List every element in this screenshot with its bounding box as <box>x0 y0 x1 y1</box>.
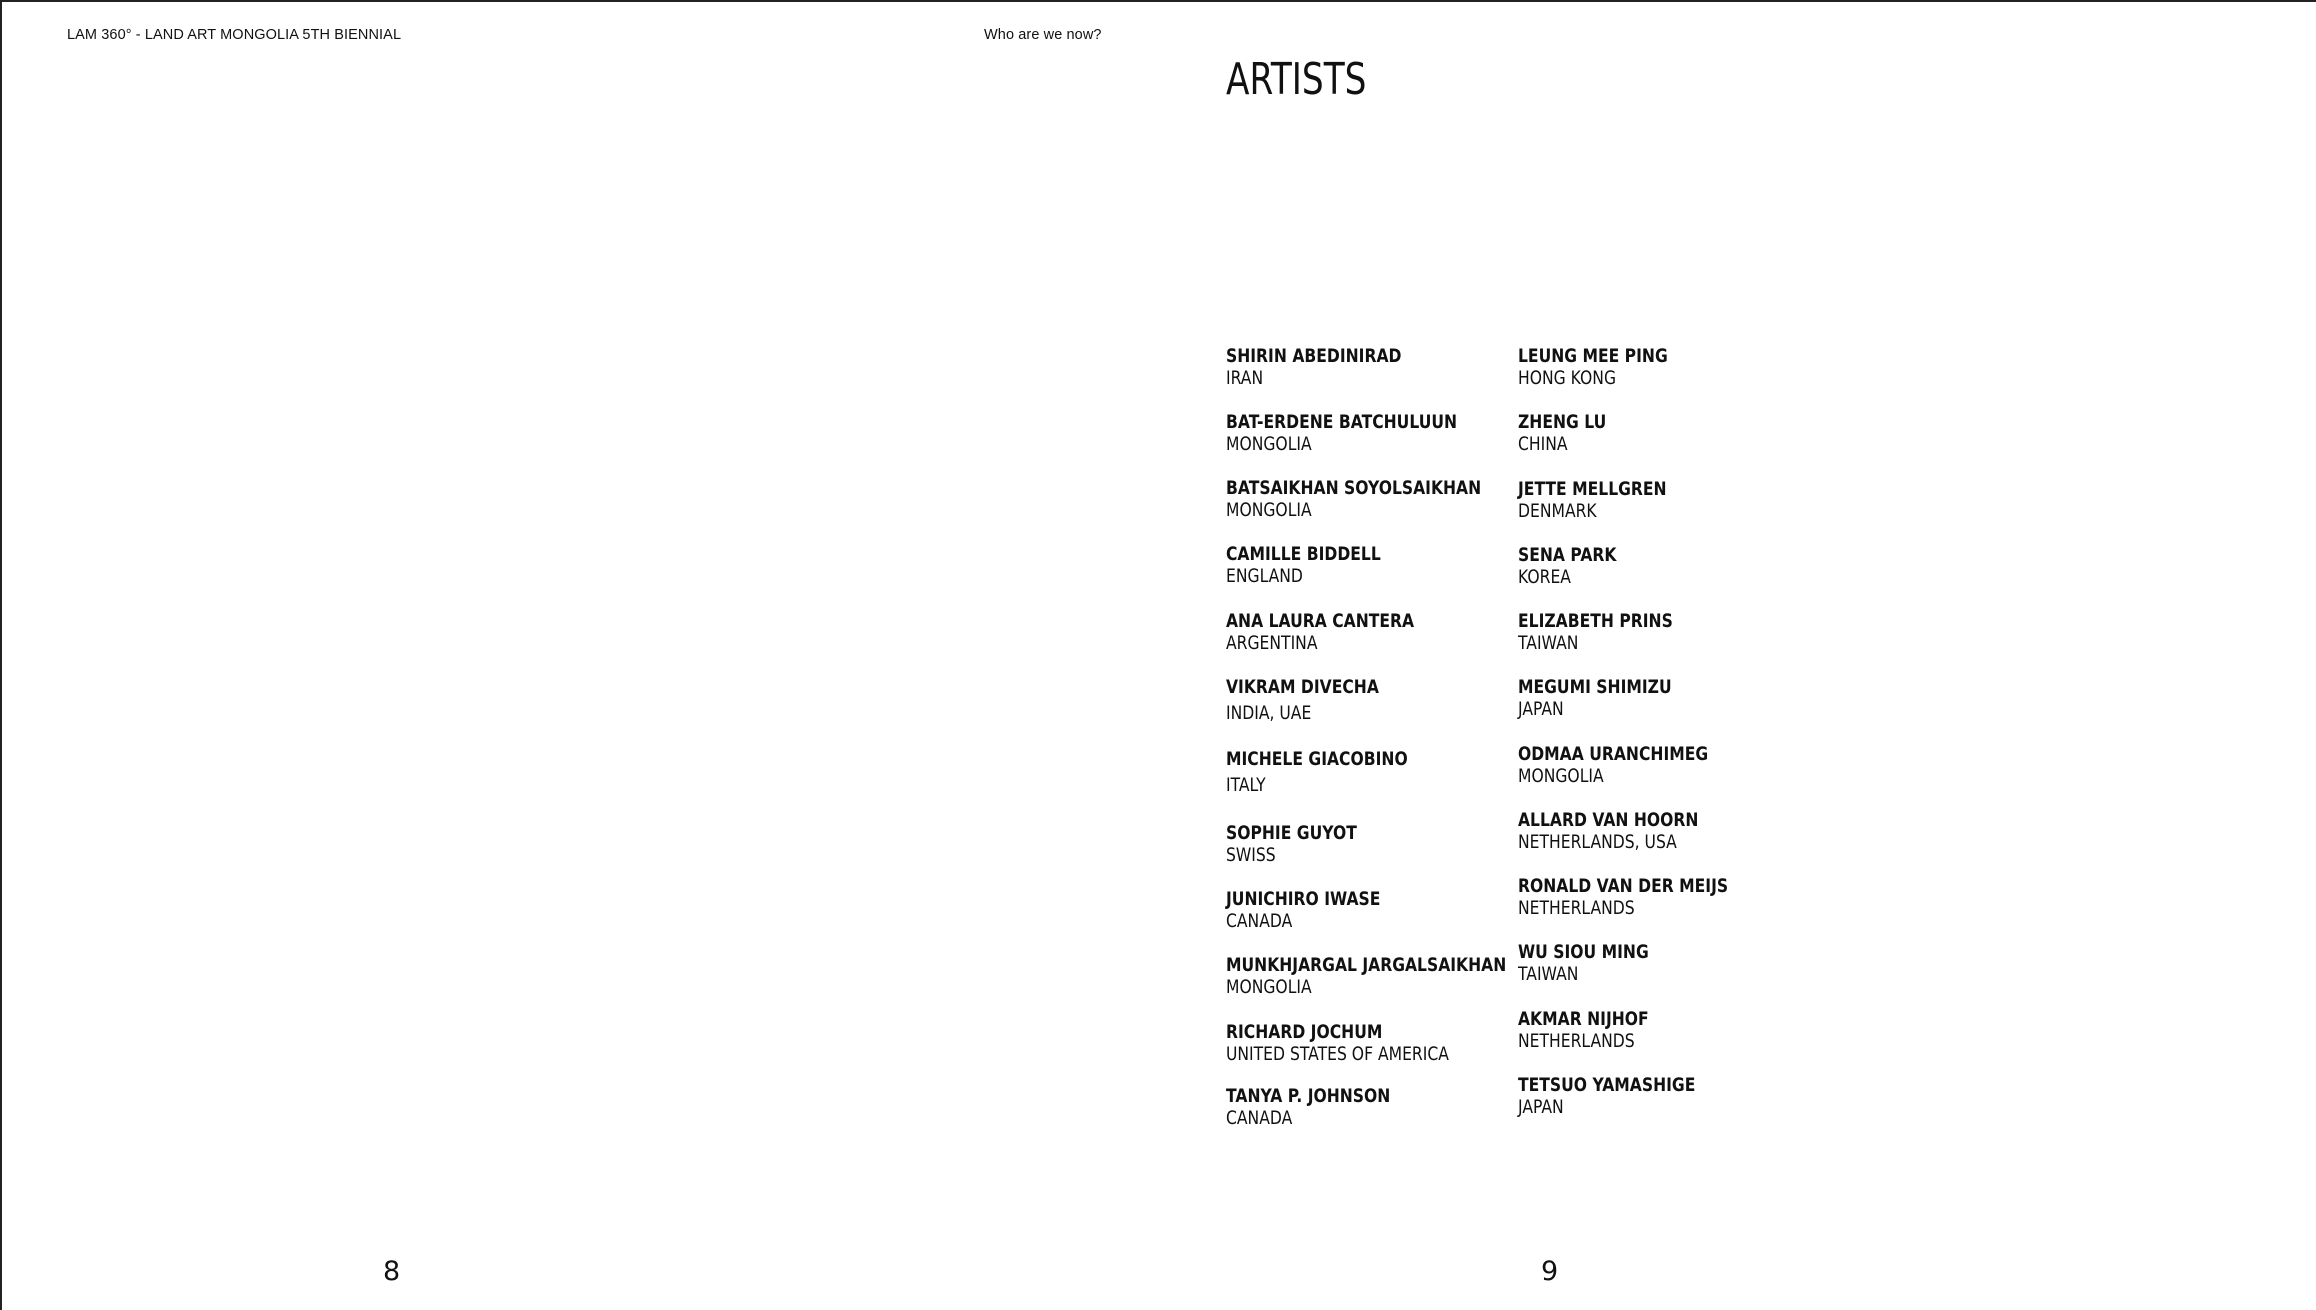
artist-entry <box>1518 676 1672 720</box>
artist-country: CANADA <box>1226 910 1293 932</box>
artist-name: VIKRAM DIVECHA <box>1226 676 1379 698</box>
artist-country: IRAN <box>1226 367 1264 389</box>
artist-country: DENMARK <box>1518 500 1597 522</box>
artist-country: ARGENTINA <box>1226 632 1318 654</box>
artist-name: JETTE MELLGREN <box>1518 478 1667 500</box>
artist-entry <box>1226 543 1381 587</box>
artist-name: ODMAA URANCHIMEG <box>1518 743 1709 765</box>
artist-name: ANA LAURA CANTERA <box>1226 610 1415 632</box>
artist-name: MEGUMI SHIMIZU <box>1518 676 1672 698</box>
artist-entry <box>1518 1008 1649 1052</box>
artist-entry <box>1518 1074 1695 1118</box>
artist-name: RICHARD JOCHUM <box>1226 1021 1383 1043</box>
artist-entry <box>1518 743 1708 787</box>
artist-country: INDIA, UAE <box>1226 702 1312 724</box>
artist-country: CANADA <box>1226 1107 1293 1129</box>
artist-name: CAMILLE BIDDELL <box>1226 543 1381 565</box>
artist-entry <box>1226 954 1506 998</box>
artist-country: ITALY <box>1226 774 1266 796</box>
artist-name: WU SIOU MING <box>1518 941 1649 963</box>
artist-name: SENA PARK <box>1518 544 1617 566</box>
running-head-left: LAM 360° - LAND ART MONGOLIA 5TH BIENNIAL <box>67 27 402 43</box>
artist-country: SWISS <box>1226 844 1276 866</box>
artist-entry <box>1226 748 1408 796</box>
artist-name: RONALD VAN DER MEIJS <box>1518 875 1729 897</box>
artist-country: JAPAN <box>1518 1096 1564 1118</box>
artist-name: LEUNG MEE PING <box>1518 345 1668 367</box>
artist-name: TANYA P. JOHNSON <box>1226 1085 1391 1107</box>
artist-entry <box>1518 941 1649 985</box>
artist-name: TETSUO YAMASHIGE <box>1518 1074 1696 1096</box>
page-number-right: 9 <box>1541 1256 1559 1287</box>
artist-name: BAT-ERDENE BATCHULUUN <box>1226 411 1458 433</box>
artist-entry <box>1518 345 1668 389</box>
artist-name: ALLARD VAN HOORN <box>1518 809 1699 831</box>
artist-name: MICHELE GIACOBINO <box>1226 748 1408 770</box>
artist-entry <box>1518 875 1728 919</box>
artist-entry <box>1226 676 1379 724</box>
artist-country: HONG KONG <box>1518 367 1617 389</box>
artist-country: TAIWAN <box>1518 963 1579 985</box>
artist-entry <box>1226 345 1401 389</box>
artist-entry <box>1518 544 1617 588</box>
artist-country: KOREA <box>1518 566 1571 588</box>
artist-country: NETHERLANDS <box>1518 1030 1635 1052</box>
artist-country: NETHERLANDS <box>1518 897 1635 919</box>
artist-entry <box>1226 610 1414 654</box>
artist-country: NETHERLANDS, USA <box>1518 831 1677 853</box>
artist-name: BATSAIKHAN SOYOLSAIKHAN <box>1226 477 1482 499</box>
artist-entry <box>1226 1085 1390 1129</box>
artist-country: MONGOLIA <box>1226 976 1312 998</box>
artist-entry <box>1226 888 1380 932</box>
artist-name: ZHENG LU <box>1518 411 1607 433</box>
page-title: ARTISTS <box>1226 54 1367 105</box>
artist-entry <box>1226 477 1481 521</box>
artist-name: ELIZABETH PRINS <box>1518 610 1673 632</box>
artist-country: ENGLAND <box>1226 565 1303 587</box>
artist-entry <box>1226 822 1357 866</box>
artist-entry <box>1518 610 1673 654</box>
artist-entry <box>1226 1021 1449 1065</box>
artist-name: MUNKHJARGAL JARGALSAIKHAN <box>1226 954 1507 976</box>
artist-entry <box>1518 478 1667 522</box>
artist-country: JAPAN <box>1518 698 1564 720</box>
artist-name: AKMAR NIJHOF <box>1518 1008 1649 1030</box>
artist-country: MONGOLIA <box>1226 499 1312 521</box>
running-head-right: Who are we now? <box>984 27 1102 43</box>
artist-country: TAIWAN <box>1518 632 1579 654</box>
artist-entry <box>1518 809 1698 853</box>
artist-entry <box>1226 411 1457 455</box>
artist-entry <box>1518 411 1606 455</box>
artist-name: SOPHIE GUYOT <box>1226 822 1357 844</box>
artist-country: UNITED STATES OF AMERICA <box>1226 1043 1449 1065</box>
artist-country: MONGOLIA <box>1226 433 1312 455</box>
artist-name: JUNICHIRO IWASE <box>1226 888 1381 910</box>
artist-country: MONGOLIA <box>1518 765 1604 787</box>
artist-name: SHIRIN ABEDINIRAD <box>1226 345 1402 367</box>
artist-country: CHINA <box>1518 433 1568 455</box>
page-number-left: 8 <box>383 1256 401 1287</box>
